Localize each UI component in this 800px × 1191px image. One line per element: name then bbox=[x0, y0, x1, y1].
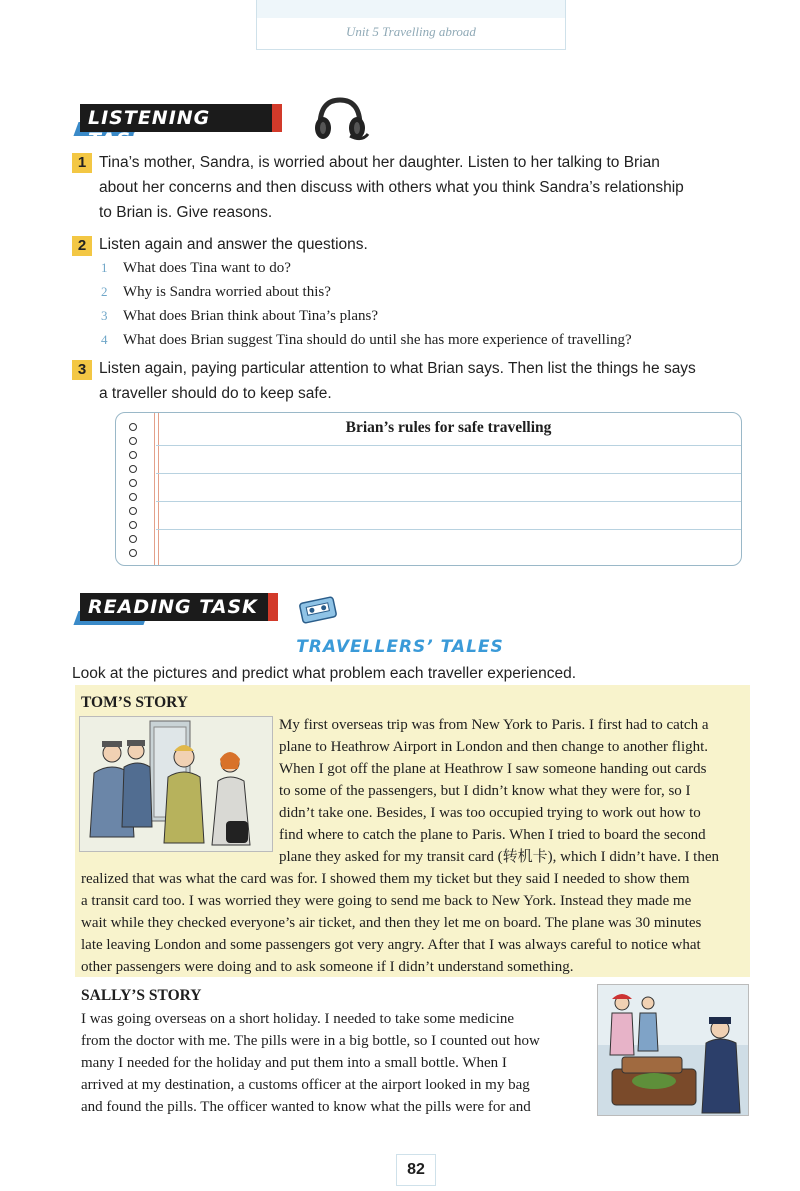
reading-intro: Look at the pictures and predict what problem each traveller experienced. bbox=[72, 665, 577, 682]
cassette-tape-icon bbox=[298, 595, 338, 625]
story-line: other passengers were doing and to ask someone if I didn’t understand something. bbox=[81, 959, 574, 975]
story-line: to some of the passengers, but I didn’t know what they were for, so I bbox=[279, 783, 691, 799]
task-number-3: 3 bbox=[72, 360, 92, 380]
listening-task-title: LISTENING TASK bbox=[88, 107, 211, 151]
story-line: and found the pills. The officer wanted to know what the pills were for and bbox=[81, 1099, 531, 1115]
listening-task-banner bbox=[80, 104, 276, 151]
story-line: from the doctor with me. The pills were in a big bottle, so I counted out how bbox=[81, 1033, 540, 1049]
headphones-icon bbox=[310, 96, 370, 142]
story-line: realized that was what the card was for. I showed them my ticket but they said I needed to show them bbox=[81, 871, 690, 887]
toms-story-heading: TOM’S STORY bbox=[81, 694, 188, 711]
toms-story-wrapped-text bbox=[279, 714, 719, 868]
task-3-text bbox=[99, 356, 769, 406]
unit-title: Unit 5 Travelling abroad bbox=[346, 24, 476, 39]
airport-transit-illustration bbox=[79, 716, 273, 852]
sallys-story-heading: SALLY’S STORY bbox=[81, 987, 202, 1004]
story-line: find where to catch the plane to Paris. When I tried to board the second bbox=[279, 827, 706, 843]
reading-task-banner bbox=[80, 593, 272, 623]
story-line: I was going overseas on a short holiday. I needed to take some medicine bbox=[81, 1011, 515, 1027]
story-line: didn’t take one. Besides, I was too occupied trying to work out how to bbox=[279, 805, 701, 821]
story-line: a transit card too. I was worried they were going to send me back to New York. Instead they made me bbox=[81, 893, 692, 909]
story-line: When I got off the plane at Heathrow I saw someone handing out cards bbox=[279, 761, 707, 777]
story-line: many I needed for the holiday and put them into a small bottle. When I bbox=[81, 1055, 507, 1071]
task-number-2: 2 bbox=[72, 236, 92, 256]
story-line: plane they asked for my transit card (转机卡), which I didn’t have. I then bbox=[279, 849, 720, 865]
sallys-story-text bbox=[81, 1008, 540, 1118]
notebook-answer-box bbox=[115, 412, 742, 566]
task-1-line: to Brian is. Give reasons. bbox=[99, 204, 273, 221]
task-1-text bbox=[99, 150, 769, 225]
page-number: 82 bbox=[396, 1154, 436, 1186]
task-2-text: Listen again and answer the questions. bbox=[99, 236, 368, 253]
customs-check-illustration bbox=[597, 984, 749, 1116]
task-1-line: Tina’s mother, Sandra, is worried about her daughter. Listen to her talking to Brian bbox=[99, 154, 660, 171]
task-3-line: Listen again, paying particular attention to what Brian says. Then list the things he says bbox=[99, 360, 696, 377]
story-line: My first overseas trip was from New York to Paris. I first had to catch a bbox=[279, 717, 709, 733]
story-line: arrived at my destination, a customs officer at the airport looked in my bag bbox=[81, 1077, 530, 1093]
story-line: late leaving London and some passengers got very angry. After that I was always careful to notice what bbox=[81, 937, 701, 953]
notebook-title: Brian’s rules for safe travelling bbox=[345, 419, 552, 436]
reading-title: TRAVELLERS’ TALES bbox=[296, 637, 504, 657]
task-3-line: a traveller should do to keep safe. bbox=[99, 385, 332, 402]
task-number-1: 1 bbox=[72, 153, 92, 173]
story-line: wait while they checked everyone’s air ticket, and then they let me on board. The plane was 30 minutes bbox=[81, 915, 702, 931]
toms-story-full-text bbox=[81, 868, 701, 978]
question-list: 1 What does Tina want to do? 2 Why is Sandra worried about this? 3 What does Brian think about Tina’s plans? 4 What does Brian suggest Tina should do until she has more experience of travelling? bbox=[101, 260, 632, 348]
reading-task-title: READING TASK bbox=[88, 596, 258, 618]
story-line: plane to Heathrow Airport in London and then change to another flight. bbox=[279, 739, 709, 755]
task-1-line: about her concerns and then discuss with others what you think Sandra’s relationship bbox=[99, 179, 684, 196]
